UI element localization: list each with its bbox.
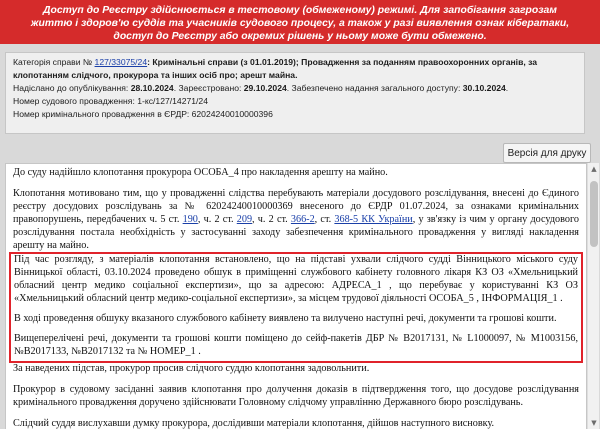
case-dates-line — [13, 82, 576, 95]
print-version-label: Версія для друку — [507, 147, 587, 159]
motivation-text-d: , ст. — [314, 213, 335, 225]
criminal-proceeding-number: Номер кримінального провадження в ЄРДР: 62024240010000396 — [13, 109, 273, 119]
scroll-thumb[interactable] — [590, 181, 598, 247]
public-access-date: 30.10.2024 — [462, 83, 506, 93]
court-proceeding-number: Номер судового провадження: 1-кс/127/14271/24 — [13, 96, 208, 106]
paragraph-petition-received: До суду надійшло клопотання прокурора ОСОБА_4 про накладення арешту на майно. — [13, 167, 388, 178]
case-number-link[interactable]: 127/33075/24 — [94, 57, 148, 67]
access-warning-text: Доступ до Реєстру здійснюється в тестовому (обмеженому) режимі. Для запобігання загрозам життю і здоров'ю суддів та учасників судового процесу, а також у разі виявлення ознак кібератаки, доступ до Реєстру або окремих рішень у ньому може бути обмежено. — [30, 5, 570, 42]
article-link-209[interactable]: 209 — [236, 213, 253, 225]
registered-label: . Зареєстровано: — [173, 83, 244, 93]
decision-content — [6, 164, 586, 429]
motivation-text-c: , ч. 2 ст. — [252, 213, 291, 225]
paragraph-safe-packages: Вищеперелічені речі, документи та грошові кошти поміщено до сейф-пакетів ДБР № В2017131, № L1000097, № М1003156, №В2017133, №В2017132 та № НОМЕР_1 . — [14, 332, 578, 357]
scroll-up-arrow-icon[interactable]: ▲ — [591, 165, 597, 173]
motivation-text-b: , ч. 2 ст. — [197, 213, 237, 225]
access-warning-banner — [0, 0, 600, 44]
paragraph-judge-conclusion: Слідчий суддя вислухавши думку прокурора, дослідивши матеріали клопотання, дійшов наступного висновку. — [13, 417, 495, 429]
vertical-scrollbar[interactable] — [587, 163, 599, 429]
decision-text-area[interactable] — [5, 163, 587, 429]
print-version-button[interactable] — [503, 143, 591, 163]
registered-date: 29.10.2024 — [243, 83, 287, 93]
paragraph-evidence-motion: Прокурор в судовому засіданні заявив клопотання про долучення доказів в підтвердження того, що досудове розслідування кримінального провадження доручено здійснювати Головному слідчому управлінню Державного бюро розслідувань. — [13, 383, 579, 408]
sent-label: Надіслано до опублікування: — [13, 83, 131, 93]
case-category-line — [13, 56, 576, 82]
article-link-190[interactable]: 190 — [182, 213, 198, 225]
dates-end-dot: . — [505, 83, 509, 93]
paragraph-items-seized: В ході проведення обшуку вказаного службового кабінету виявлено та вилучено наступні речі, документи та грошові кошти. — [14, 313, 557, 325]
article-link-366-2[interactable]: 366-2 — [290, 213, 315, 225]
sent-date: 28.10.2024 — [130, 83, 174, 93]
motivation-text-a: Клопотання мотивовано тим, що у провадженні слідства перебувають матеріали досудового розслідування, внесені до Єдиного реєстру досудових розслідувань за № 62024240010000369 внесеного до ЄРДР 01.07.2024, за ознаками кримінальних правопорушень, передбачених ч. 5 ст. — [13, 187, 579, 225]
paragraph-search-conducted: Під час розгляду, з матеріалів клопотання встановлено, що на підставі ухвали слідчого судді Вінницького міського суду Вінницької області, 03.10.2024 проведено обшук в приміщенні службового кабінету головного лікаря КЗ ОЗ «Хмельницький обласний центр медико соціальної експертизи», що за адресою: АДРЕСА_1 , що перебуває у користуванні КЗ ОЗ «Хмельницький обласний центр медико-соціальної експертизи», за місцем трудової діяльності ОСОБА_5 , ІНФОРМАЦІЯ_1 . — [14, 254, 578, 305]
highlighted-selection-box — [9, 252, 583, 362]
paragraph-petition-motivation — [13, 188, 579, 253]
case-info-panel — [5, 52, 585, 134]
case-category-text: : Кримінальні справи (з 01.01.2019); Провадження за поданням правоохоронних органів, за клопотанням слідчого, прокурора та інших осіб про; арешт майна. — [13, 57, 538, 80]
motivation-text-e: , у зв'язку із чим у органу досудового розслідування постала необхідність у застосуванні заходу забезпечення кримінального провадження у вигляді накладення арешту на майно. — [13, 213, 579, 251]
public-access-label: . Забезпечено надання загального доступу: — [286, 83, 463, 93]
paragraph-prosecutor-request: За наведених підстав, прокурор просив слідчого суддю клопотання задовольнити. — [13, 362, 370, 374]
case-category-label: Категорія справи № — [13, 57, 95, 67]
scroll-down-arrow-icon[interactable]: ▼ — [591, 419, 597, 427]
article-link-368-5[interactable]: 368-5 КК України — [334, 213, 413, 225]
